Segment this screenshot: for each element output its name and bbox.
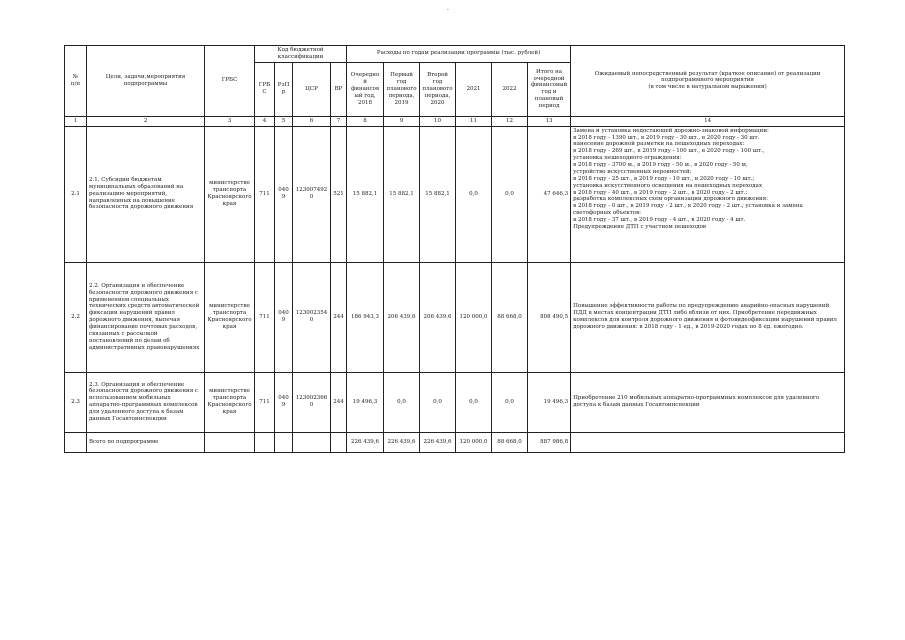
row-y2018: 15 882,1 [347,126,384,262]
row-y2021: 0,0 [456,126,492,262]
totals-y2018: 226 439,6 [347,432,384,452]
row-vr: 244 [331,372,347,432]
row-rzpr: 0409 [275,262,293,372]
result-line: Замена и установка недостающей дорожно-знаковой информации: [573,127,769,134]
row-total: 47 646,3 [528,126,571,262]
row-y2019: 0,0 [384,372,420,432]
table-row [65,126,845,262]
result-line: в 2018 году - 1390 шт., в 2019 году - 30 шт., в 2020 году - 30 шт. [573,134,760,141]
col-number: 10 [420,116,456,126]
stray-mark: · [447,7,449,14]
col-number: 5 [275,116,293,126]
row-vr: 244 [331,262,347,372]
col-number: 7 [331,116,347,126]
row-name: 2.2. Организация и обеспечение безопасности дорожного движения с применением специальных технических средств автоматической фиксации нарушений правил дорожного движения, выпечая финансирование почтовых расходов, связанных с рассылкой постановлений по делам об административных правонарушениях [87,262,205,372]
row-y2018: 186 943,3 [347,262,384,372]
row-y2021: 120 000,0 [456,262,492,372]
col-number: 2 [87,116,205,126]
row-y2022: 0,0 [492,126,528,262]
result-line: в 2018 году - 269 шт., в 2019 году - 100 шт., в 2020 году - 100 шт., [573,148,765,155]
row-y2018: 19 496,3 [347,372,384,432]
result-line: в 2018 году - 25 шт., в 2019 году - 10 шт., в 2020 году - 10 шт.; [573,175,755,182]
row-grbs-code: 711 [255,372,275,432]
totals-empty-cell [65,432,87,452]
col-number: 6 [293,116,331,126]
row-result [571,262,845,372]
totals-empty-cell [331,432,347,452]
col-number: 11 [456,116,492,126]
header-year-2019: Первый год планового периода, 2019 [384,62,420,116]
totals-y2020: 226 439,6 [420,432,456,452]
header-year-2021: 2021 [456,62,492,116]
row-rzpr: 0409 [275,372,293,432]
row-vr: 521 [331,126,347,262]
row-total: 19 496,3 [528,372,571,432]
result-line: разработка комплексных схем организации дорожного движения: [573,196,768,203]
totals-y2022: 88 668,0 [492,432,528,452]
totals-row [65,432,845,452]
result-line: Приобретение 210 мобильных аппаратно-программных комплексов для удаленного доступа к базам данных Госавтоинспекции [573,395,820,409]
col-number: 12 [492,116,528,126]
totals-label: Всего по подпрограмме [87,432,205,452]
totals-total: 887 986,8 [528,432,571,452]
row-num: 2.3 [65,372,87,432]
row-csr: 1230023660 [293,372,331,432]
row-num: 2.1 [65,126,87,262]
row-grbs-code: 711 [255,262,275,372]
row-num: 2.2 [65,262,87,372]
row-csr: 1230074920 [293,126,331,262]
result-line: установка пешеходного ограждения: [573,155,682,162]
header-sub-csr: ЦСР [293,62,331,116]
result-line: Повышение эффективности работы по предупреждению аварийно-опасных нарушений ПДД в местах концентрации ДТП либо вблизи от них. Приобретение передвижных комплексов для контроля дорожного движения и фотовидеофиксации нарушений правил дорожного движения: в 2018 году - 1 ед., в 2019-2020 годах по 8 ед. ежегодно. [573,303,837,330]
row-y2022: 88 668,0 [492,262,528,372]
row-result [571,126,845,262]
col-number: 3 [205,116,255,126]
result-line: в 2018 году - 37 шт., в 2019 году - 4 шт., в 2020 году - 4 шт. [573,217,746,223]
header-sub-rzpr: РзПр [275,62,293,116]
col-number: 9 [384,116,420,126]
row-y2020: 15 882,1 [420,126,456,262]
row-grbs-name: министерство транспорта Красноярского края [205,126,255,262]
row-y2019: 206 439,6 [384,262,420,372]
totals-y2019: 226 439,6 [384,432,420,452]
result-line: Предупреждение ДТП с участием пешеходов [573,223,706,230]
header-year-2018: Очередной финансовый год, 2018 [347,62,384,116]
col-number: 13 [528,116,571,126]
header-budget-classification: Код бюджетной классификации [255,46,347,63]
result-line: установка искусственного освещения на пешеходных переходах [573,182,763,189]
table-row [65,262,845,372]
header-sub-vr: ВР [331,62,347,116]
row-csr: 1230023540 [293,262,331,372]
row-grbs-name: министерство транспорта Красноярского края [205,262,255,372]
header-grbs: ГРБС [205,46,255,117]
row-grbs-name: министерство транспорта Красноярского края [205,372,255,432]
result-line: устройство искусственных неровностей: [573,168,692,175]
header-sub-grbs: ГРБС [255,62,275,116]
header-expenses: Расходы по годам реализации программы (тыс. рублей) [347,46,571,63]
col-number: 4 [255,116,275,126]
row-name: 2.3. Организация и обеспечение безопасности дорожного движения с использованием мобильных аппаратно-программных комплексов для удаленного доступа к базам данных Госавтоинспекции [87,372,205,432]
header-num: № п/п [65,46,87,117]
row-y2020: 0,0 [420,372,456,432]
totals-empty-cell [571,432,845,452]
result-line: нанесение дорожной разметки на пешеходных переходах: [573,141,745,148]
row-rzpr: 0409 [275,126,293,262]
row-name: 2.1. Субсидии бюджетам муниципальных образований на реализацию мероприятий, направленных на повышение безопасности дорожного движения [87,126,205,262]
header-year-2022: 2022 [492,62,528,116]
table-row [65,372,845,432]
header-year-2020: Второй год планового периода, 2020 [420,62,456,116]
col-number: 8 [347,116,384,126]
row-y2019: 15 882,1 [384,126,420,262]
col-number: 14 [571,116,845,126]
result-line: в 2018 году - 0 шт., в 2019 году - 2 шт., в 2020 году - 2 шт.; установка и замена светофорных объектов: [573,203,803,217]
totals-empty-cell [205,432,255,452]
result-line: в 2018 году - 3700 м., в 2019 году - 50 м., в 2020 году - 50 м, [573,162,748,168]
totals-empty-cell [293,432,331,452]
col-number: 1 [65,116,87,126]
row-y2021: 0,0 [456,372,492,432]
row-y2022: 0,0 [492,372,528,432]
row-grbs-code: 711 [255,126,275,262]
header-goals: Цели, задачи,мероприятия подпрограммы [87,46,205,117]
header-result: Ожидаемый непосредственный результат (краткое описание) от реализации подпрограммного мероприятия (в том числе в натуральном выражении) [571,46,845,117]
totals-y2021: 120 000,0 [456,432,492,452]
subprogram-table [64,45,845,453]
totals-empty-cell [275,432,293,452]
header-total: Итого на очередной финансовый год и плановый период [528,62,571,116]
row-y2020: 206 439,6 [420,262,456,372]
row-total: 808 490,5 [528,262,571,372]
row-result [571,372,845,432]
totals-empty-cell [255,432,275,452]
result-line: в 2018 году - 40 шт., в 2019 году - 2 шт., в 2020 году - 2 шт.; [573,189,748,196]
